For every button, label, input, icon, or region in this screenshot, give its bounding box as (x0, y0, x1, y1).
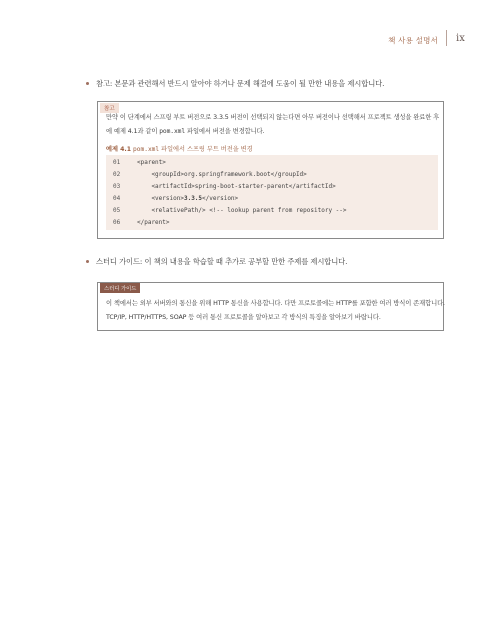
bullet-note-text: 참고: 본문과 관련해서 반드시 알아야 하거나 문제 해결에 도움이 될 만한 내용을 제시합니다. (96, 79, 385, 88)
header-divider (446, 30, 447, 46)
code-block (106, 155, 438, 230)
example-caption (106, 144, 253, 153)
code-line: 01 <parent> (113, 159, 166, 166)
code-line: 06 </parent> (113, 219, 170, 226)
example-code: pom.xml (133, 146, 160, 153)
bullet-dot-icon (86, 260, 89, 263)
code-line: 04 <version>3.3.5</version> (113, 195, 239, 202)
code-line: 03 <artifactId>spring-boot-starter-parent</artifactId> (113, 183, 336, 190)
bullet-dot-icon (86, 82, 89, 85)
note-line-1: 만약 이 단계에서 스프링 부트 버전으로 3.3.5 버전이 선택되지 않는다면 아무 버전이나 선택해서 프로젝트 생성을 완료한 후 (106, 114, 440, 121)
study-tag: 스터디 가이드 (100, 283, 140, 293)
example-title: 파일에서 스프링 부트 버전을 변경 (159, 146, 253, 153)
code-line: 05 <relativePath/> <!-- lookup parent from repository --> (113, 207, 347, 214)
note-line-2-post: 파일에서 버전을 변경합니다. (185, 128, 265, 135)
code-line: 02 <groupId>org.springframework.boot</groupId> (113, 171, 307, 178)
study-line-1: 이 책에서는 외부 서버와의 통신을 위해 HTTP 통신을 사용합니다. 다만 프로토콜에는 HTTP를 포함한 여러 방식이 존재합니다. (106, 300, 445, 307)
example-number: 예제 4.1 (106, 146, 132, 153)
study-line-2: TCP/IP, HTTP/HTTPS, SOAP 등 여러 통신 프로토콜을 알아보고 각 방식의 특징을 알아보기 바랍니다. (106, 314, 381, 321)
header-title: 책 사용 설명서 (388, 36, 438, 45)
note-line-2-pre: 에 예제 4.1과 같이 (106, 128, 160, 135)
bullet-study (86, 257, 347, 267)
bullet-note (86, 79, 384, 89)
note-line-2-code: pom.xml (159, 128, 186, 135)
note-tag: 참고 (100, 103, 119, 113)
note-line-2 (106, 126, 264, 135)
bullet-study-text: 스터디 가이드: 이 책의 내용을 학습할 때 추가로 공부할 만한 주제를 제시합니다. (96, 257, 348, 266)
page-number: ix (456, 33, 465, 44)
